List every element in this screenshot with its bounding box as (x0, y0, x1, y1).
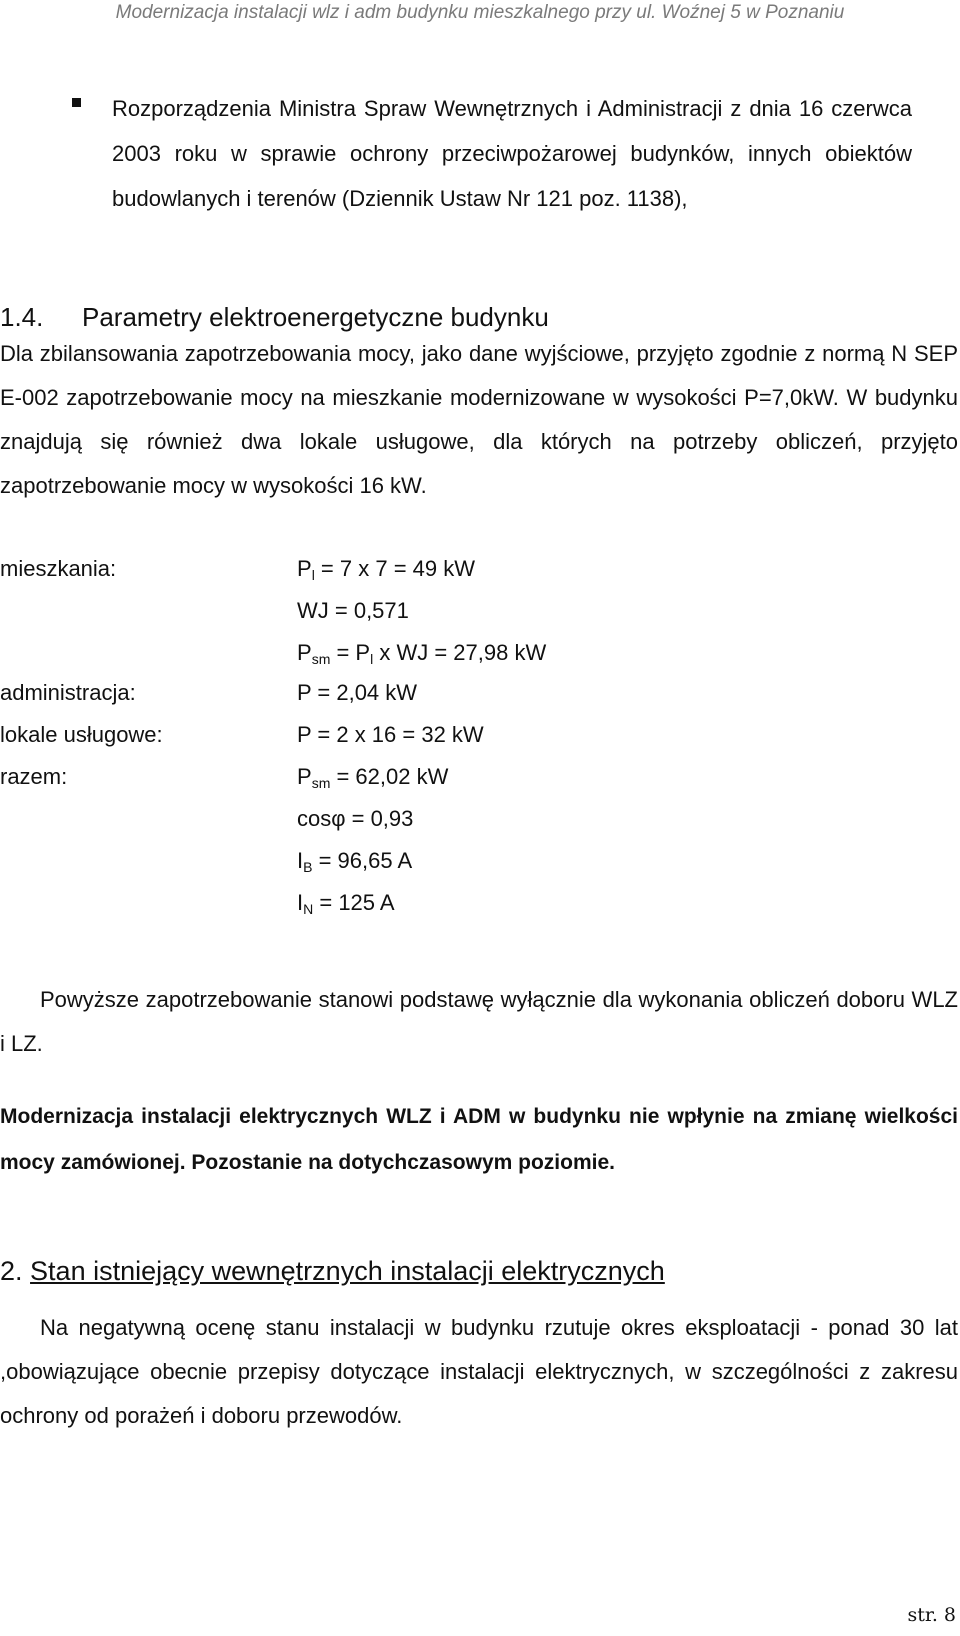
label-razem: razem: (0, 764, 68, 789)
label-mieszkania: mieszkania: (0, 556, 117, 581)
section-2-paragraph: Na negatywną ocenę stanu instalacji w budynku rzutuje okres eksploatacji - ponad 30 lat ,obowiązujące obecnie przepisy dotyczące instalacji elektrycznych, w szczególności z zakresu ochrony od porażeń i doboru przewodów. (0, 1315, 958, 1428)
section-1-4-heading (0, 302, 549, 333)
regulation-bullet-item (72, 86, 912, 221)
formula-ib: $I_B = 96,65$ A (297, 848, 413, 875)
formula-psm-total: $P_{sm} = 62,02$ kW (297, 764, 449, 791)
section-2-heading (0, 1256, 665, 1287)
page-number: str. 8 (907, 1604, 956, 1626)
demand-note: Powyższe zapotrzebowanie stanowi podstawę wyłącznie dla wykonania obliczeń doboru WLZ i LZ. (0, 987, 958, 1056)
formula-psm-flats: $P_{sm} = P_l$ x WJ = 27,98 kW (297, 640, 547, 667)
formula-p-admin: P = 2,04 kW (297, 680, 418, 705)
section-number: 2. (0, 1256, 23, 1286)
formula-wj: WJ = 0,571 (297, 598, 409, 623)
section-1-4-paragraph: Dla zbilansowania zapotrzebowania mocy, jako dane wyjściowe, przyjęto zgodnie z normą N SEP E-002 zapotrzebowanie mocy na mieszkanie modernizowane w wysokości P=7,0kW. W budynku znajdują się również dwa lokale usługowe, dla których na potrzeby obliczeń, przyjęto zapotrzebowanie mocy w wysokości 16 kW. (0, 341, 958, 498)
formula-in: $I_N = 125$ A (297, 890, 395, 917)
label-lokale: lokale usługowe: (0, 722, 163, 747)
label-administracja: administracja: (0, 680, 136, 705)
section-title: Stan istniejący wewnętrznych instalacji elektrycznych (30, 1256, 665, 1286)
formula-p-lokale: P = 2 x 16 = 32 kW (297, 722, 484, 747)
bold-conclusion: Modernizacja instalacji elektrycznych WLZ i ADM w budynku nie wpłynie na zmianę wielkości mocy zamówionej. Pozostanie na dotychczasowym poziomie. (0, 1105, 958, 1174)
regulation-text: Rozporządzenia Ministra Spraw Wewnętrznych i Administracji z dnia 16 czerwca 2003 roku w sprawie ochrony przeciwpożarowej budynków, innych obiektów budowlanych i terenów (Dziennik Ustaw Nr 121 poz. 1138), (112, 96, 912, 211)
formula-cosphi: cosφ = 0,93 (297, 806, 414, 831)
section-number: 1.4. (0, 302, 44, 332)
section-title: Parametry elektroenergetyczne budynku (82, 302, 549, 332)
formula-pl: $P_l = 7$ x 7 = 49 kW (297, 556, 475, 583)
bullet-square-icon (72, 98, 81, 107)
page-header: Modernizacja instalacji wlz i adm budynku mieszkalnego przy ul. Woźnej 5 w Poznaniu (115, 2, 845, 23)
